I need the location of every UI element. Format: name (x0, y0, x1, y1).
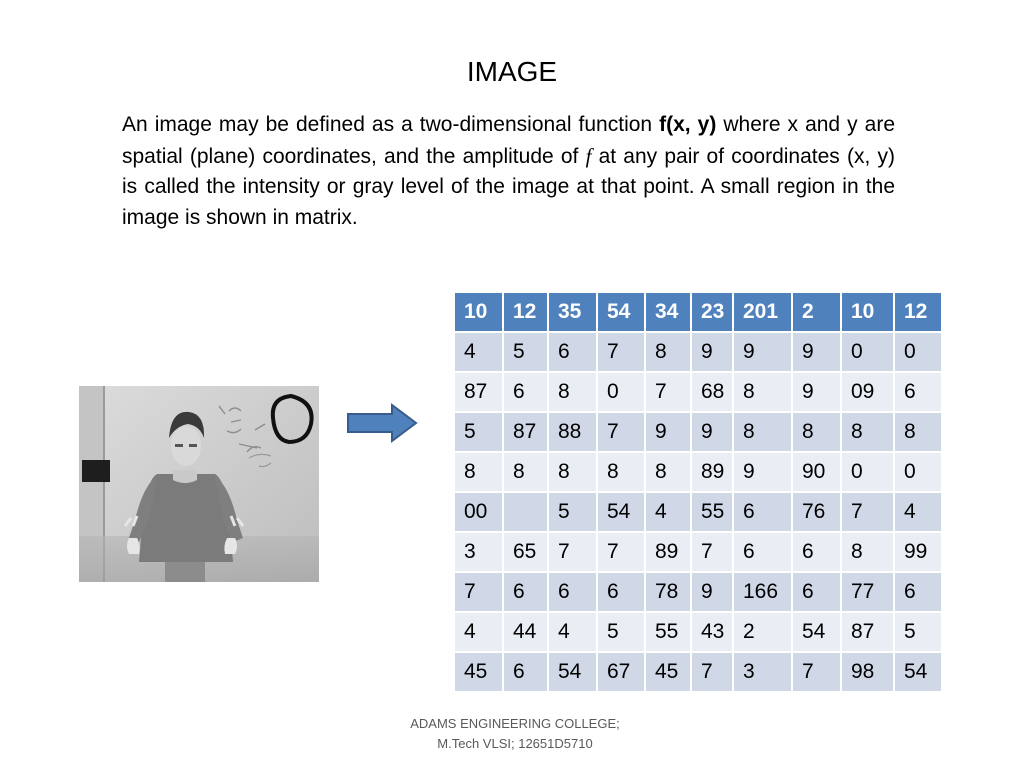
matrix-cell: 7 (691, 532, 733, 572)
matrix-cell: 5 (548, 492, 597, 532)
matrix-cell: 5 (503, 332, 548, 372)
matrix-cell: 35 (548, 292, 597, 332)
matrix-cell: 4 (894, 492, 942, 532)
matrix-cell: 7 (691, 652, 733, 692)
matrix-cell: 5 (597, 612, 645, 652)
matrix-cell: 55 (645, 612, 691, 652)
matrix-cell: 54 (792, 612, 841, 652)
matrix-cell: 45 (645, 652, 691, 692)
matrix-cell: 166 (733, 572, 792, 612)
matrix-cell: 99 (894, 532, 942, 572)
matrix-cell: 0 (841, 452, 894, 492)
matrix-cell: 7 (792, 652, 841, 692)
matrix-cell: 9 (691, 572, 733, 612)
matrix-cell: 2 (792, 292, 841, 332)
definition-text-1: An image may be defined as a two-dimensional function (122, 113, 660, 136)
definition-text-2: where x and y are spatial (plane) coordinates, and the amplitude of (122, 113, 896, 168)
matrix-cell: 8 (792, 412, 841, 452)
matrix-cell: 89 (645, 532, 691, 572)
matrix-cell: 00 (454, 492, 503, 532)
matrix-cell: 98 (841, 652, 894, 692)
matrix-cell: 7 (597, 532, 645, 572)
footer (360, 714, 670, 754)
f-symbol: f (585, 143, 592, 168)
matrix-cell: 8 (894, 412, 942, 452)
matrix-cell: 9 (645, 412, 691, 452)
matrix-cell: 87 (503, 412, 548, 452)
matrix-cell: 9 (792, 332, 841, 372)
matrix-cell: 8 (841, 532, 894, 572)
matrix-cell: 6 (503, 572, 548, 612)
matrix-cell: 76 (792, 492, 841, 532)
matrix-cell: 43 (691, 612, 733, 652)
matrix-cell: 55 (691, 492, 733, 532)
matrix-cell: 8 (733, 412, 792, 452)
matrix-cell: 8 (645, 332, 691, 372)
matrix-cell: 6 (548, 332, 597, 372)
matrix-cell: 7 (597, 332, 645, 372)
matrix-cell: 7 (548, 532, 597, 572)
matrix-cell: 6 (792, 572, 841, 612)
matrix-cell: 8 (548, 452, 597, 492)
function-notation: f(x, y) (659, 113, 717, 136)
matrix-cell: 6 (894, 372, 942, 412)
matrix-cell: 89 (691, 452, 733, 492)
matrix-row (454, 332, 942, 372)
matrix-cell: 8 (503, 452, 548, 492)
matrix-cell: 9 (691, 332, 733, 372)
matrix-cell: 67 (597, 652, 645, 692)
matrix-cell (503, 492, 548, 532)
slide-title: IMAGE (466, 56, 558, 87)
matrix-row (454, 572, 942, 612)
matrix-cell: 54 (597, 292, 645, 332)
matrix-cell: 0 (597, 372, 645, 412)
matrix-cell: 4 (454, 612, 503, 652)
matrix-cell: 0 (894, 452, 942, 492)
matrix-cell: 88 (548, 412, 597, 452)
matrix-cell: 9 (733, 452, 792, 492)
matrix-cell: 8 (645, 452, 691, 492)
matrix-cell: 6 (733, 492, 792, 532)
matrix-cell: 7 (645, 372, 691, 412)
matrix-cell: 6 (503, 652, 548, 692)
matrix-cell: 5 (894, 612, 942, 652)
matrix-cell: 9 (792, 372, 841, 412)
right-arrow-icon (346, 403, 418, 443)
matrix-cell: 12 (503, 292, 548, 332)
matrix-cell: 44 (503, 612, 548, 652)
matrix-cell: 6 (792, 532, 841, 572)
matrix-cell: 65 (503, 532, 548, 572)
matrix-row (454, 372, 942, 412)
matrix-cell: 09 (841, 372, 894, 412)
matrix-row (454, 452, 942, 492)
matrix-row (454, 532, 942, 572)
pixel-intensity-matrix (453, 291, 943, 693)
matrix-cell: 7 (454, 572, 503, 612)
matrix-cell: 87 (454, 372, 503, 412)
matrix-cell: 8 (733, 372, 792, 412)
matrix-cell: 8 (841, 412, 894, 452)
matrix-row (454, 612, 942, 652)
matrix-cell: 3 (733, 652, 792, 692)
matrix-cell: 54 (894, 652, 942, 692)
matrix-cell: 54 (597, 492, 645, 532)
matrix-cell: 0 (841, 332, 894, 372)
matrix-cell: 6 (894, 572, 942, 612)
matrix-cell: 78 (645, 572, 691, 612)
matrix-cell: 8 (454, 452, 503, 492)
matrix-cell: 23 (691, 292, 733, 332)
matrix-cell: 6 (548, 572, 597, 612)
matrix-cell: 45 (454, 652, 503, 692)
footer-institution: ADAMS ENGINEERING COLLEGE; (410, 716, 620, 731)
matrix-cell: 0 (894, 332, 942, 372)
matrix-cell: 87 (841, 612, 894, 652)
matrix-cell: 9 (691, 412, 733, 452)
matrix-cell: 4 (548, 612, 597, 652)
matrix-cell: 10 (454, 292, 503, 332)
matrix-cell: 34 (645, 292, 691, 332)
matrix-cell: 7 (841, 492, 894, 532)
matrix-cell: 4 (454, 332, 503, 372)
matrix-cell: 5 (454, 412, 503, 452)
matrix-cell: 68 (691, 372, 733, 412)
matrix-cell: 10 (841, 292, 894, 332)
matrix-row (454, 652, 942, 692)
matrix-cell: 201 (733, 292, 792, 332)
matrix-cell: 8 (548, 372, 597, 412)
matrix-cell: 7 (597, 412, 645, 452)
matrix-cell: 12 (894, 292, 942, 332)
matrix-cell: 6 (597, 572, 645, 612)
matrix-cell: 8 (597, 452, 645, 492)
matrix-cell: 4 (645, 492, 691, 532)
definition-paragraph (122, 110, 895, 233)
person-photo-illustration (79, 386, 319, 582)
grayscale-photo (79, 386, 319, 582)
footer-course: M.Tech VLSI; 12651D5710 (437, 736, 593, 751)
matrix-cell: 9 (733, 332, 792, 372)
matrix-cell: 90 (792, 452, 841, 492)
matrix-row (454, 492, 942, 532)
definition-text-3: at any pair of coordinates (x, y) is called the intensity or gray level of the image at that point. A small region in the image is shown in matrix. (122, 144, 895, 229)
matrix-cell: 6 (503, 372, 548, 412)
matrix-row (454, 412, 942, 452)
matrix-cell: 77 (841, 572, 894, 612)
matrix-header-row (454, 292, 942, 332)
matrix-cell: 3 (454, 532, 503, 572)
matrix-cell: 54 (548, 652, 597, 692)
matrix-cell: 2 (733, 612, 792, 652)
matrix-cell: 6 (733, 532, 792, 572)
